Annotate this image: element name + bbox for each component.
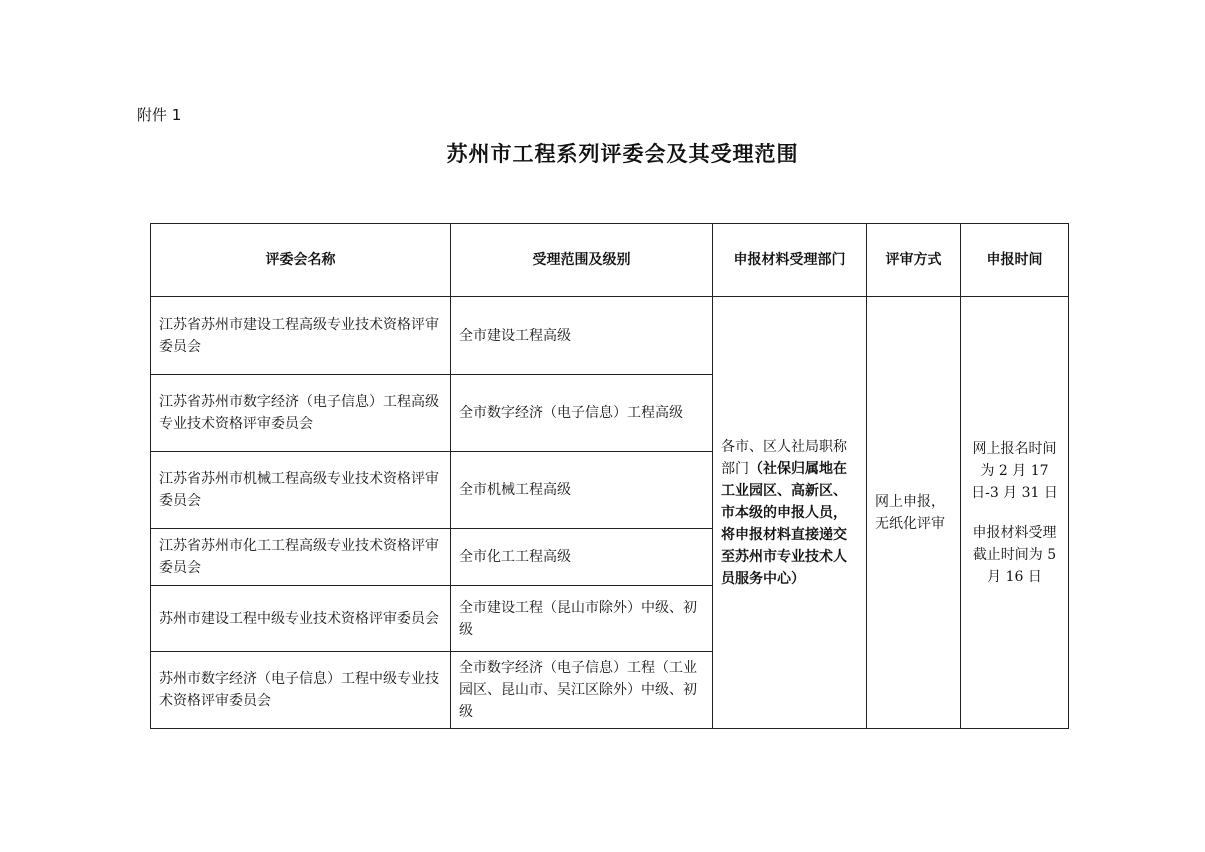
registration-time: 网上报名时间为 2 月 17 日-3 月 31 日 (971, 440, 1058, 501)
attachment-label: 附件 1 (137, 106, 182, 124)
scope-cell: 全市数字经济（电子信息）工程（工业园区、昆山市、吴江区除外）中级、初级 (451, 652, 713, 729)
committee-cell: 江苏省苏州市机械工程高级专业技术资格评审委员会 (151, 452, 451, 529)
header-department: 申报材料受理部门 (713, 224, 867, 297)
time-cell (961, 297, 1069, 729)
scope-cell: 全市机械工程高级 (451, 452, 713, 529)
page-title: 苏州市工程系列评委会及其受理范围 (446, 142, 799, 166)
scope-cell: 全市建设工程（昆山市除外）中级、初级 (451, 586, 713, 652)
scope-cell: 全市数字经济（电子信息）工程高级 (451, 375, 713, 452)
committee-cell: 苏州市建设工程中级专业技术资格评审委员会 (151, 586, 451, 652)
department-bold: （社保归属地在工业园区、高新区、市本级的申报人员，将申报材料直接递交至苏州市专业技术人员服务中心） (721, 460, 847, 587)
department-cell (713, 297, 867, 729)
deadline-time: 申报材料受理截止时间为 5 月 16 日 (972, 524, 1057, 585)
table-header-row (151, 224, 1069, 297)
header-review-method: 评审方式 (867, 224, 961, 297)
scope-cell: 全市化工工程高级 (451, 529, 713, 586)
header-scope: 受理范围及级别 (451, 224, 713, 297)
committee-cell: 江苏省苏州市化工工程高级专业技术资格评审委员会 (151, 529, 451, 586)
header-time: 申报时间 (961, 224, 1069, 297)
committee-table (150, 223, 1069, 729)
department-normal: 各市、区人社局职称部门 (721, 438, 847, 477)
committee-cell: 苏州市数字经济（电子信息）工程中级专业技术资格评审委员会 (151, 652, 451, 729)
committee-cell: 江苏省苏州市数字经济（电子信息）工程高级专业技术资格评审委员会 (151, 375, 451, 452)
review-method-cell: 网上申报，无纸化评审 (867, 297, 961, 729)
committee-cell: 江苏省苏州市建设工程高级专业技术资格评审委员会 (151, 297, 451, 375)
header-committee: 评委会名称 (151, 224, 451, 297)
table-row (151, 297, 1069, 375)
scope-cell: 全市建设工程高级 (451, 297, 713, 375)
